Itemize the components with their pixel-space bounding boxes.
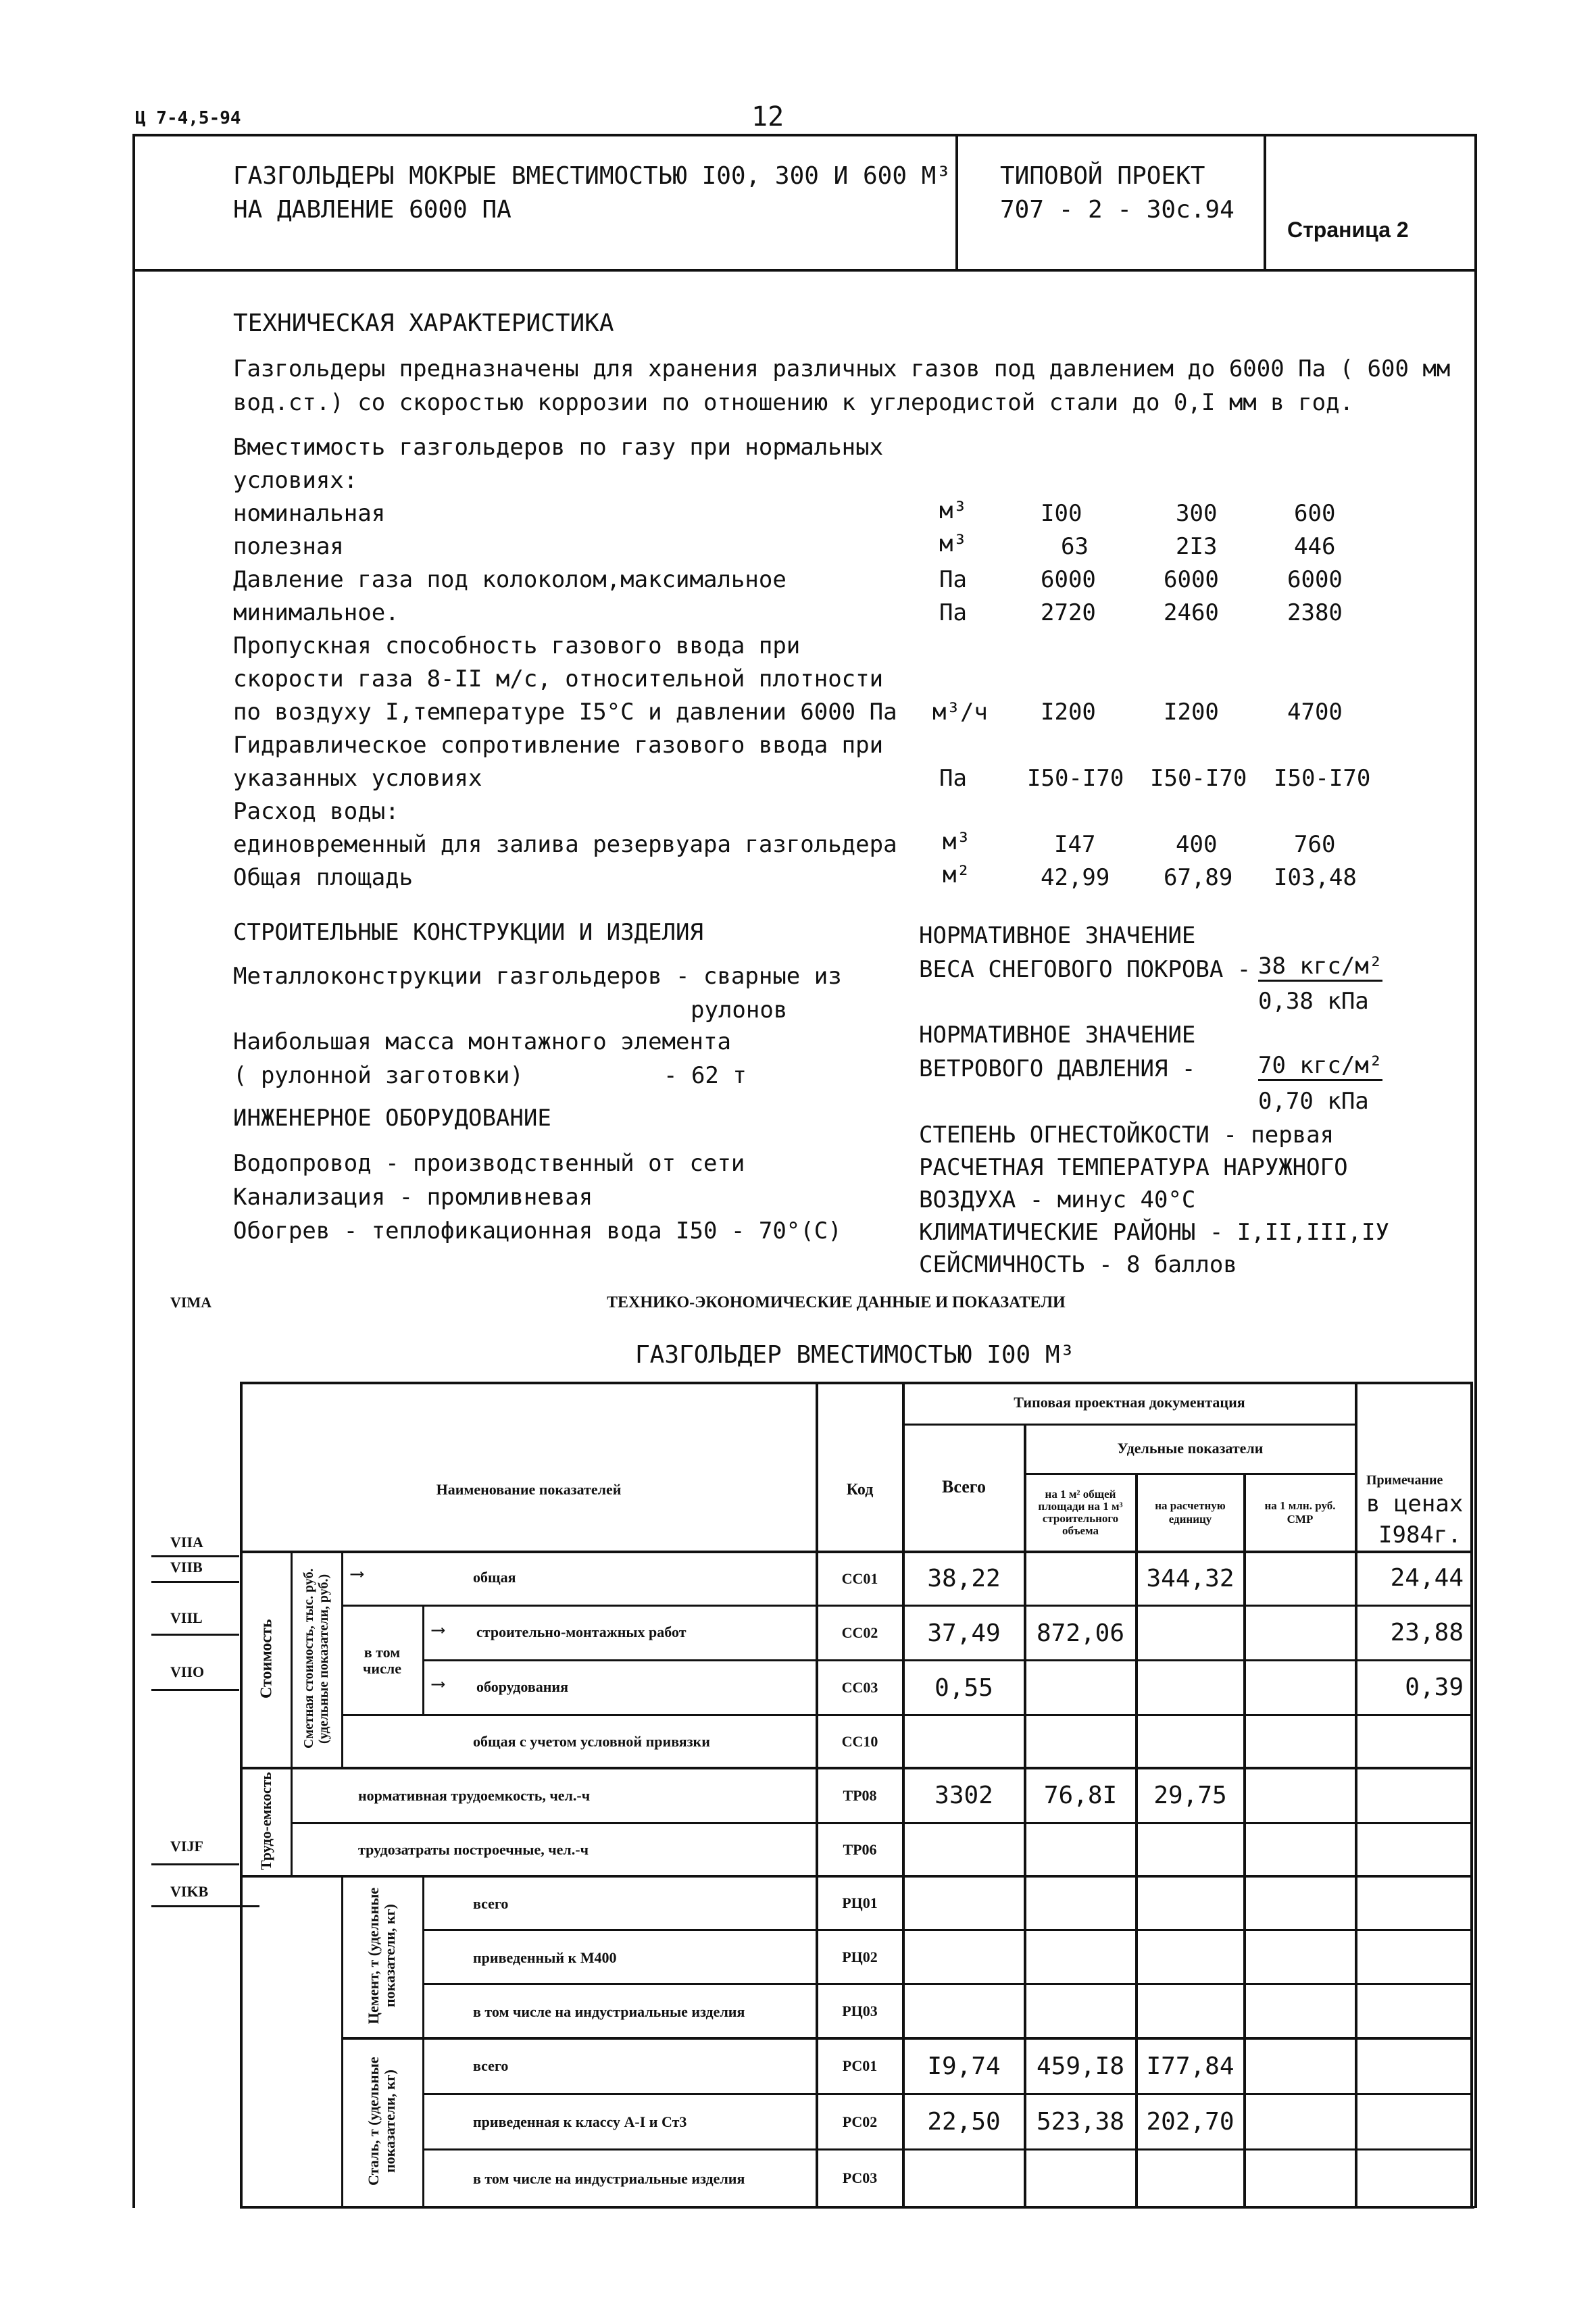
tech-unit: м² [943,861,970,888]
tech-unit: Па [939,765,967,792]
tech-value: 4700 [1287,699,1343,726]
col-total-header: Всего [942,1477,986,1496]
tech-value: 400 [1176,831,1218,858]
marker: VIKB [170,1883,209,1900]
row-per-m: 872,06 [1036,1619,1125,1647]
row-code: РС03 [842,2169,878,2186]
marker: VIIA [170,1534,203,1551]
row-name: в том числе на индустриальные изделия [473,2170,745,2187]
row-total: 3302 [934,1782,993,1809]
group-cost-label: Стоимость [257,1619,276,1699]
col-name-header: Наименование показателей [436,1481,622,1498]
row-name: оборудования [476,1678,568,1695]
row-code: РЦ02 [842,1948,878,1965]
tech-label: Давление газа под колоколом,максимальное [233,566,787,593]
row-name: в том числе на индустриальные изделия [473,2003,745,2020]
col-doc-header: Типовая проектная документация [1014,1394,1245,1411]
tech-label: Гидравлическое сопротивление газового ввода при [233,732,884,759]
tech-value: 2460 [1164,599,1219,626]
col-code-header: Код [846,1480,874,1499]
col-spec-header: Удельные показатели [1117,1439,1264,1457]
project-code: 707 - 2 - 30с.94 [1000,196,1235,224]
tech-value: I00 [1041,500,1082,527]
row-per-m: 523,38 [1036,2108,1125,2136]
group-cost-sublabel: Сметная стоимость, тыс. руб. (удельные показатели, руб.) [301,1568,331,1749]
tech-unit: м³ [943,828,970,855]
tech-label: Вместимость газгольдеров по газу при нормальных [233,434,884,461]
row-name: приведенный к М400 [473,1949,617,1966]
tei-heading: ТЕХНИКО-ЭКОНОМИЧЕСКИЕ ДАННЫЕ И ПОКАЗАТЕЛИ [607,1294,1066,1311]
norms-line: НОРМАТИВНОЕ ЗНАЧЕНИЕ [919,922,1196,949]
tech-unit: Па [939,599,967,626]
row-total: 22,50 [927,2108,1001,2136]
norms-value: 38 кгс/м² [1258,953,1382,982]
project-label: ТИПОВОЙ ПРОЕКТ [1000,162,1205,190]
tech-intro-2: вод.ст.) со скоростью коррозии по отношению к углеродистой стали до 0,I мм в год. [233,389,1354,416]
col-note-header-3: I984г. [1378,1521,1462,1549]
tech-label: единовременный для залива резервуара газгольдера [233,831,897,858]
tech-label: скорости газа 8-II м/с, относительной плотности [233,665,884,693]
row-name: трудозатраты построечные, чел.-ч [358,1841,589,1858]
tech-label: Пропускная способность газового ввода при [233,632,801,659]
row-name: общая с учетом условной привязки [473,1733,710,1750]
tech-label: Расход воды: [233,798,399,825]
row-name: приведенная к классу А-I и Ст3 [473,2113,687,2130]
row-code: ТР08 [843,1786,877,1804]
norms-line: КЛИМАТИЧЕСКИЕ РАЙОНЫ - I,II,III,IУ [919,1219,1389,1246]
row-note: 24,44 [1390,1564,1464,1592]
tech-value: 2I3 [1176,533,1218,560]
tech-value: 2720 [1041,599,1096,626]
row-code: РЦ01 [842,1894,878,1911]
header-title-line2: НА ДАВЛЕНИЕ 6000 ПА [233,196,512,224]
row-code: СС01 [841,1569,878,1587]
doc-code: Ц 7-4,5-94 [135,108,241,128]
row-code: РС02 [842,2113,878,2130]
tech-value: 600 [1294,500,1336,527]
marker: VIIL [170,1609,203,1626]
tech-value: 6000 [1164,566,1219,593]
col-per-unit-header: на расчетную единицу [1155,1499,1226,1526]
tech-label: Общая площадь [233,864,414,891]
engineering-line: Водопровод - производственный от сети [233,1150,745,1177]
marker: VIIB [170,1559,203,1576]
page-number: 12 [751,101,784,132]
row-per-m: 76,8I [1043,1782,1118,1809]
norms-value: 70 кгс/м² [1258,1052,1382,1081]
tech-value: 42,99 [1041,864,1110,891]
constructions-value: - 62 т [664,1062,747,1089]
tech-value: 760 [1294,831,1336,858]
norms-line: СЕЙСМИЧНОСТЬ - 8 баллов [919,1251,1237,1278]
col-note-header-2: в ценах [1366,1490,1464,1517]
col-note-header: Примечание [1366,1473,1443,1488]
tech-label: условиях: [233,467,358,494]
row-code: ТР06 [843,1840,877,1858]
tech-label: номинальная [233,500,386,527]
tech-value: 6000 [1287,566,1343,593]
tei-subheading: ГАЗГОЛЬДЕР ВМЕСТИМОСТЬЮ I00 М³ [635,1341,1075,1369]
row-name: нормативная трудоемкость, чел.-ч [358,1787,591,1804]
row-note: 0,39 [1405,1674,1464,1701]
row-total: I9,74 [927,2052,1001,2080]
arrow-icon: ⟶ [351,1562,363,1584]
row-per-unit: 29,75 [1153,1782,1227,1809]
engineering-heading: ИНЖЕНЕРНОЕ ОБОРУДОВАНИЕ [233,1105,551,1132]
tech-value: I03,48 [1274,864,1357,891]
constructions-line: Металлоконструкции газгольдеров - сварные из [233,963,842,990]
row-name: общая [473,1569,516,1586]
row-total: 0,55 [934,1674,993,1702]
tech-label: минимальное. [233,599,399,626]
tech-heading: ТЕХНИЧЕСКАЯ ХАРАКТЕРИСТИКА [233,309,614,337]
arrow-icon: ⟶ [432,1672,444,1694]
in-total-label: в том числе [363,1643,401,1677]
arrow-icon: ⟶ [432,1618,444,1640]
norms-value: 0,38 кПа [1258,988,1369,1015]
tech-value: 300 [1176,500,1218,527]
tech-value: I47 [1054,831,1096,858]
norms-line: СТЕПЕНЬ ОГНЕСТОЙКОСТИ - первая [919,1122,1335,1149]
tech-value: 2380 [1287,599,1343,626]
row-total: 37,49 [927,1619,1001,1647]
tech-value: 67,89 [1164,864,1233,891]
tech-unit: Па [939,566,967,593]
row-code: СС02 [841,1624,878,1641]
tech-label: указанных условиях [233,765,482,792]
group-cement-label: Цемент, т (удельные показатели, кг) [365,1887,398,2025]
row-code: СС10 [841,1732,878,1750]
norms-line: ВЕТРОВОГО ДАВЛЕНИЯ - [919,1055,1196,1082]
tech-value: I50-I70 [1027,765,1124,792]
row-code: РЦ03 [842,2002,878,2019]
tech-intro-1: Газгольдеры предназначены для хранения различных газов под давлением до 6000 Па ( 600 мм [233,355,1451,382]
norms-line: ВОЗДУХА - минус 40°С [919,1186,1196,1213]
constructions-line: ( рулонной заготовки) [233,1062,524,1089]
row-per-m: 459,I8 [1036,2052,1125,2080]
marker: VIJF [170,1838,203,1855]
row-total: 38,22 [927,1565,1001,1592]
engineering-line: Обогрев - теплофикационная вода I50 - 70°(С) [233,1217,842,1244]
group-steel-label: Сталь, т (удельные показатели, кг) [365,2057,398,2186]
row-code: СС03 [841,1679,878,1696]
col-per-mln-header: на 1 млн. руб. СМР [1264,1499,1336,1526]
tech-unit: м³ [939,497,967,524]
row-per-unit: I77,84 [1146,2052,1235,2080]
tech-value: 446 [1294,533,1336,560]
header-title-line1: ГАЗГОЛЬДЕРЫ МОКРЫЕ ВМЕСТИМОСТЬЮ I00, 300 И 600 М³ [233,162,951,190]
tech-value: 63 [1061,533,1089,560]
group-labor-label: Трудо-емкость [257,1771,274,1870]
tech-unit: м³ [939,530,967,557]
page-label: Страница 2 [1287,218,1409,242]
constructions-line: рулонов [691,997,788,1024]
engineering-line: Канализация - промливневая [233,1184,593,1211]
row-per-unit: 344,32 [1146,1565,1235,1592]
tech-value: I200 [1041,699,1096,726]
constructions-heading: СТРОИТЕЛЬНЫЕ КОНСТРУКЦИИ И ИЗДЕЛИЯ [233,919,703,946]
row-note: 23,88 [1390,1619,1464,1646]
norms-line: ВЕСА СНЕГОВОГО ПОКРОВА - [919,956,1251,983]
tech-label: полезная [233,533,344,560]
tech-value: 6000 [1041,566,1096,593]
marker-top: VIMA [170,1294,212,1311]
row-per-unit: 202,70 [1146,2108,1235,2136]
tech-label: по воздуху I,температуре I5°С и давлении 6000 Па [233,699,897,726]
tech-unit: м³/ч [932,699,988,726]
norms-line: РАСЧЕТНАЯ ТЕМПЕРАТУРА НАРУЖНОГО [919,1154,1348,1181]
col-per-m-header: на 1 м² общей площади на 1 м³ строительного объема [1038,1488,1123,1537]
row-name: всего [473,1895,509,1912]
marker: VIIO [170,1663,205,1680]
row-name: всего [473,2057,509,2074]
tech-value: I50-I70 [1150,765,1247,792]
row-name: строительно-монтажных работ [476,1624,687,1640]
norms-line: НОРМАТИВНОЕ ЗНАЧЕНИЕ [919,1022,1196,1049]
norms-value: 0,70 кПа [1258,1088,1369,1115]
constructions-line: Наибольшая масса монтажного элемента [233,1028,731,1055]
row-code: РС01 [842,2057,878,2074]
tech-value: I200 [1164,699,1219,726]
tech-value: I50-I70 [1274,765,1371,792]
